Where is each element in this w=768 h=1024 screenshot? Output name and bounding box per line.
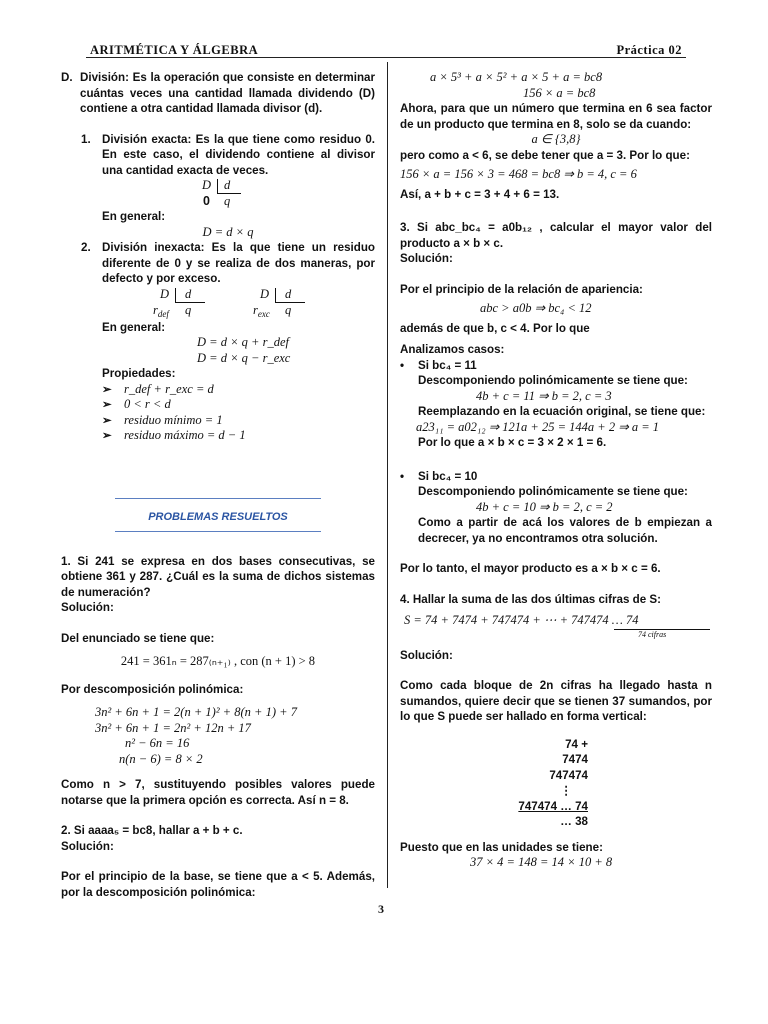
vertical-sum-line: 747474 … 74 bbox=[518, 799, 588, 813]
exact-division bbox=[61, 132, 375, 179]
p1-step: n(n − 6) = 8 × 2 bbox=[119, 751, 203, 766]
header-title: ARITMÉTICA Y ÁLGEBRA bbox=[90, 43, 259, 57]
property-item: ➢ residuo máximo = d − 1 bbox=[102, 428, 246, 442]
solution-label: Solución: bbox=[400, 252, 453, 265]
section-title: PROBLEMAS RESUELTOS bbox=[148, 510, 288, 523]
problem-2: 2. Si aaaa₅ = bc8, hallar a + b + c. bbox=[61, 824, 243, 837]
inexact-eq-def: D = d × q + r_def bbox=[197, 335, 289, 349]
p1-equation: 241 = 361ₙ = 287₍ₙ₊₁₎ , con (n + 1) > 8 bbox=[120, 654, 316, 668]
case-1-replace: Reemplazando en la ecuación original, se tiene que: bbox=[418, 405, 706, 418]
p3-note: además de que b, c < 4. Por lo que bbox=[400, 321, 590, 335]
problem-3: 3. Si abc_bc₄ = a0b₁₂ , calcular el mayor valor del producto a × b × c. bbox=[400, 221, 712, 250]
p4-underbrace: 74 cifras bbox=[614, 629, 710, 640]
p4-units: Puesto que en las unidades se tiene: bbox=[400, 840, 603, 854]
exact-title: División exacta: bbox=[102, 132, 192, 146]
property-item: ➢ residuo mínimo = 1 bbox=[102, 412, 223, 427]
vertical-sum-result: … 38 bbox=[560, 815, 588, 828]
p1-conclusion: Como n > 7, sustituyendo posibles valores puede notarse que la primera opción es correcta. Así n = 8. bbox=[61, 778, 375, 807]
r-text-1: Ahora, para que un número que termina en 6 sea factor de un producto que termina en 8, solo se da cuando: bbox=[400, 102, 712, 131]
division-title: División: bbox=[80, 71, 129, 84]
p1-step: 3n² + 6n + 1 = 2n² + 12n + 17 bbox=[95, 720, 251, 735]
case-1-eq2: a23₁₁ = a02₁₂ ⇒ 121a + 25 = 144a + 2 ⇒ a = 1 bbox=[416, 419, 660, 434]
solution-label: Solución: bbox=[61, 601, 114, 614]
en-general-label-2: En general: bbox=[102, 320, 166, 334]
case-2-eq: 4b + c = 10 ⇒ b = 2, c = 2 bbox=[476, 499, 613, 514]
case-1: • Si bc₄ = 11 bbox=[400, 358, 477, 372]
vertical-sum-line: 747474 bbox=[549, 768, 588, 782]
property-item: ➢ 0 < r < d bbox=[102, 397, 171, 411]
property-item: ➢ r_def + r_exc = d bbox=[102, 381, 214, 396]
division-definition bbox=[61, 70, 375, 117]
case-2: • Si bc₄ = 10 bbox=[400, 469, 478, 483]
case-2-desc: Descomponiendo polinómicamente se tiene que: bbox=[418, 485, 688, 498]
p2-principle: Por el principio de la base, se tiene que a < 5. Además, por la descomposición polinómica: bbox=[61, 870, 375, 899]
case-2-text: Como a partir de acá los valores de b empiezan a decrecer, ya no encontramos otra solución. bbox=[418, 516, 712, 545]
p1-step: n² − 6n = 16 bbox=[125, 736, 190, 750]
p3-principle: Por el principio de la relación de apariencia: bbox=[400, 282, 643, 296]
p1-step: 3n² + 6n + 1 = 2(n + 1)² + 8(n + 1) + 7 bbox=[95, 705, 297, 719]
item-number: 1. bbox=[81, 132, 91, 146]
r-text-2: pero como a < 6, se debe tener que a = 3. Por lo que: bbox=[400, 148, 690, 162]
inexact-eq-exc: D = d × q − r_exc bbox=[197, 350, 291, 365]
p3-inequality: abc > a0b ⇒ bc₄ < 12 bbox=[480, 301, 592, 315]
p1-decomposition: Por descomposición polinómica: bbox=[61, 682, 244, 696]
solution-label: Solución: bbox=[61, 839, 114, 853]
section-rule-bottom bbox=[115, 531, 321, 532]
division-text: Es la operación que consiste en determinar cuántas veces una cantidad llamada dividendo (D) contiene a otra cantidad llamada divisor (d). bbox=[80, 71, 375, 115]
page-number: 3 bbox=[378, 902, 384, 916]
section-rule-top bbox=[115, 498, 321, 499]
division-diagram-exact: D d 0 q bbox=[61, 178, 375, 209]
item-label: D. bbox=[61, 71, 73, 84]
problem-4: 4. Hallar la suma de las dos últimas cifras de S: bbox=[400, 592, 661, 606]
p4-equation: S = 74 + 7474 + 747474 + ⋯ + 747474 … 74 bbox=[404, 613, 639, 627]
inexact-text: Es la que tiene un residuo diferente de 0 y se realiza de dos maneras, por defecto y por exceso. bbox=[102, 241, 375, 285]
solution-label-2: Solución: bbox=[400, 648, 453, 662]
header-rule bbox=[86, 57, 686, 58]
r-equation-2: 156 × a = bc8 bbox=[523, 85, 596, 100]
division-diagram-inexact: D d $r_{def}$ q D d $r_{exc}$ q bbox=[61, 287, 375, 320]
problem-1: 1. Si 241 se expresa en dos bases consecutivas, se obtiene 361 y 287. ¿Cuál es la suma de dichos sistemas de numeración? bbox=[61, 554, 375, 599]
r-equation-1: a × 5³ + a × 5² + a × 5 + a = bc8 bbox=[430, 70, 603, 84]
cases-label: Analizamos casos: bbox=[400, 343, 505, 356]
property-list bbox=[61, 382, 375, 444]
case-1-product: Por lo que a × b × c = 3 × 2 × 1 = 6. bbox=[418, 436, 607, 449]
properties-label: Propiedades: bbox=[102, 367, 176, 380]
column-divider bbox=[387, 62, 388, 888]
r-sum: Así, a + b + c = 3 + 4 + 6 = 13. bbox=[400, 187, 560, 201]
exact-text: Es la que tiene como residuo 0. En este caso, el dividendo contiene al divisor una cantidad exacta de veces. bbox=[102, 132, 376, 177]
section-heading-block bbox=[61, 444, 375, 532]
vertical-sum-line: 74 + bbox=[565, 737, 588, 751]
case-1-desc: Descomponiendo polinómicamente se tiene que: bbox=[418, 374, 688, 387]
right-column bbox=[400, 70, 712, 871]
vertical-sum-line: 7474 bbox=[562, 753, 588, 766]
header-practice: Práctica 02 bbox=[616, 43, 682, 57]
item-number: 2. bbox=[81, 241, 91, 254]
inexact-division bbox=[61, 240, 375, 287]
en-general-label: En general: bbox=[102, 210, 166, 223]
r-equation-3: 156 × a = 156 × 3 = 468 = bc8 ⇒ b = 4, c = 6 bbox=[400, 167, 637, 181]
p1-statement: Del enunciado se tiene que: bbox=[61, 631, 215, 645]
r-set: a ∈ {3,8} bbox=[531, 132, 581, 146]
left-column bbox=[61, 70, 375, 900]
exact-equation: D = d × q bbox=[202, 224, 254, 239]
inexact-title: División inexacta: bbox=[102, 241, 205, 254]
vertical-sum-dots: ⋮ bbox=[560, 784, 572, 797]
p4-final: 37 × 4 = 148 = 14 × 10 + 8 bbox=[470, 855, 613, 869]
p4-text: Como cada bloque de 2n cifras ha llegado hasta n sumandos, quiere decir que se tienen 37 sumandos, por lo que S puede ser hallado en forma vertical: bbox=[400, 679, 712, 723]
case-1-eq: 4b + c = 11 ⇒ b = 2, c = 3 bbox=[476, 388, 612, 403]
p3-conclusion: Por lo tanto, el mayor producto es a × b × c = 6. bbox=[400, 562, 661, 575]
